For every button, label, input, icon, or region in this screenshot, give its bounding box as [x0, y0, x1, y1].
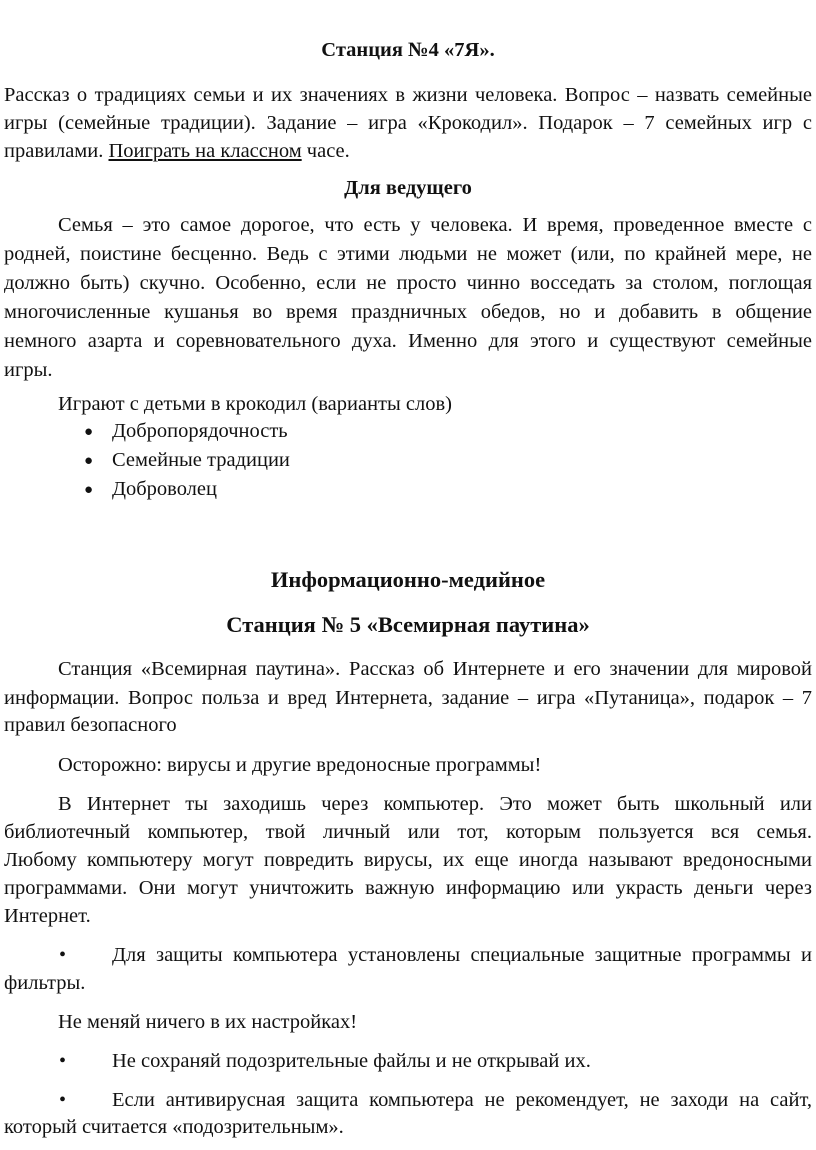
internet-para-line1: В Интернет ты заходишь через компьютер. Это может быть школьный или	[58, 793, 812, 815]
rule1-line2: фильтры.	[4, 972, 86, 994]
internet-para-line5: Интернет.	[4, 905, 91, 927]
word-item-2: Семейные традиции	[112, 449, 290, 471]
host-text-line4: многочисленные кушанья во время праздничных обедов, но и добавить в общение	[4, 301, 812, 323]
rule3-line2: который считается «подозрительным».	[4, 1116, 344, 1138]
classroom-link[interactable]: Поиграть на классном	[108, 140, 302, 162]
station5-intro-line1: Станция «Всемирная паутина». Рассказ об Интернете и его значении для мировой	[58, 658, 812, 680]
host-text-line2: родней, поистине бесценно. Ведь с этими людьми не может (или, по крайней мере, не	[4, 243, 812, 265]
section-heading: Информационно-медийное	[270, 567, 546, 592]
station4-intro-line3	[4, 138, 812, 164]
word-item-1: Добропорядочность	[112, 420, 288, 442]
bullet-icon: ●	[84, 424, 94, 440]
rule1-note: Не меняй ничего в их настройках!	[58, 1011, 358, 1033]
rule2: Не сохраняй подозрительные файлы и не открывай их.	[112, 1050, 591, 1072]
bullet-icon: •	[59, 944, 67, 966]
station5-title: Станция № 5 «Всемирная паутина»	[226, 612, 590, 637]
station4-intro-text: правилами.	[4, 140, 109, 162]
host-text-line1: Семья – это самое дорогое, что есть у человека. И время, проведенное вместе с	[58, 214, 812, 236]
station5-intro-line3: правил безопасного	[4, 714, 177, 736]
crocodile-intro: Играют с детьми в крокодил (варианты слов)	[58, 393, 452, 415]
host-text-line3: должно быть) скучно. Особенно, если не просто чинно восседать за столом, поглощая	[4, 272, 812, 294]
internet-para-line3: Любому компьютеру могут повредить вирусы, их еще иногда называют вредоносными	[4, 849, 812, 871]
host-text-line6: игры.	[4, 359, 53, 381]
bullet-icon: ●	[84, 482, 94, 498]
internet-para-line2: библиотечный компьютер, твой личный или тот, которым пользуется вся семья.	[4, 821, 812, 843]
rule1-line1: Для защиты компьютера установлены специальные защитные программы и	[112, 944, 812, 966]
station5-intro-line2: информации. Вопрос польза и вред Интернета, задание – игра «Путаница», подарок – 7	[4, 687, 812, 709]
internet-para-line4: программами. Они могут уничтожить важную информацию или украсть деньги через	[4, 877, 812, 899]
virus-warning: Осторожно: вирусы и другие вредоносные программы!	[58, 754, 542, 776]
station4-intro-line2: игры (семейные традиции). Задание – игра «Крокодил». Подарок – 7 семейных игр с	[4, 112, 812, 134]
station4-title: Станция №4 «7Я».	[321, 39, 495, 61]
bullet-icon: •	[59, 1089, 67, 1111]
station4-intro-tail: часе.	[301, 140, 350, 162]
station4-intro-line1: Рассказ о традициях семьи и их значениях в жизни человека. Вопрос – назвать семейные	[4, 84, 812, 106]
host-text-line5: немного азарта и соревновательного духа. Именно для этого и существуют семейные	[4, 330, 812, 352]
bullet-icon: •	[59, 1050, 67, 1072]
word-item-3: Доброволец	[112, 478, 217, 500]
rule3-line1: Если антивирусная защита компьютера не рекомендует, не заходи на сайт,	[112, 1089, 812, 1111]
bullet-icon: ●	[84, 453, 94, 469]
host-heading: Для ведущего	[344, 177, 472, 199]
